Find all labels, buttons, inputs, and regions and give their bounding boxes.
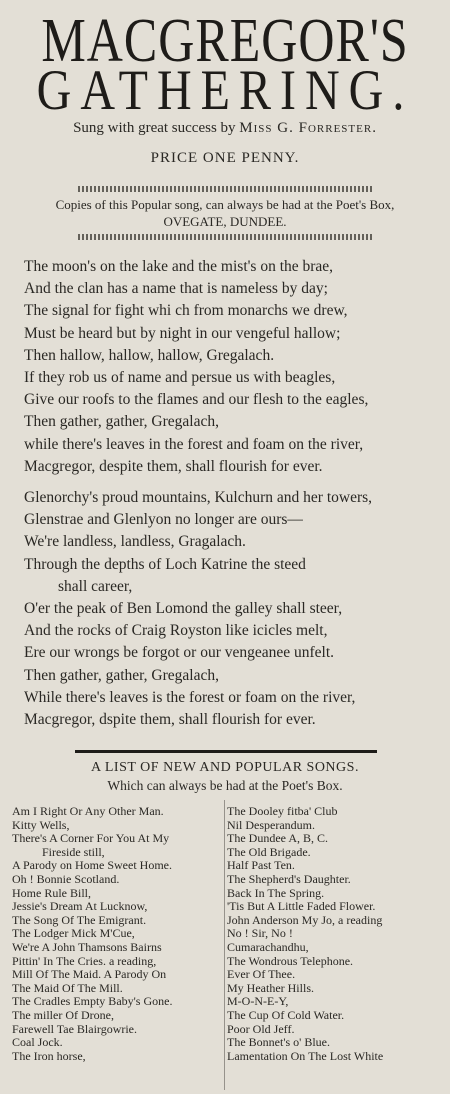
poem-line: while there's leaves in the forest and foam on the river, bbox=[24, 435, 364, 453]
ornament-rule-top bbox=[78, 186, 372, 192]
copies-notice bbox=[0, 196, 450, 230]
list-item: Half Past Ten. bbox=[227, 858, 295, 873]
poem-line: While there's leaves is the forest or foam on the river, bbox=[24, 688, 356, 706]
sung-prefix: Sung with great success by bbox=[73, 120, 236, 136]
poem-line: Give our roofs to the flames and our flesh to the eagles, bbox=[24, 391, 369, 409]
poem-line: And the rocks of Craig Royston like icicles melt, bbox=[24, 622, 328, 640]
list-item: The Wondrous Telephone. bbox=[227, 953, 354, 968]
copies-line: Copies of this Popular song, can always be had at the Poet's Box, bbox=[55, 197, 395, 212]
poem-line: Glenstrae and Glenlyon no longer are ours— bbox=[24, 511, 303, 529]
list-item: Jessie's Dream At Lucknow, bbox=[12, 899, 148, 914]
poem-line: Then gather, gather, Gregalach, bbox=[24, 666, 219, 684]
list-item: M-O-N-E-Y, bbox=[227, 994, 289, 1009]
list-item: The miller Of Drone, bbox=[12, 1007, 114, 1022]
poem-line: Macgregor, despite them, shall flourish for ever. bbox=[24, 457, 323, 475]
list-item: Coal Jock. bbox=[12, 1035, 63, 1050]
poem-line: The signal for fight whi ch from monarchs we drew, bbox=[24, 302, 348, 320]
list-item: Am I Right Or Any Other Man. bbox=[12, 804, 164, 818]
poem-line: Then hallow, hallow, hallow, Gregalach. bbox=[24, 346, 275, 364]
list-item: Pittin' In The Cries. a reading, bbox=[12, 953, 157, 968]
poem-line: Must be heard but by night in our vengeful hallow; bbox=[24, 324, 341, 342]
list-item: We're A John Thamsons Bairns bbox=[12, 939, 162, 954]
poem-line: Macgregor, dspite them, shall flourish for ever. bbox=[24, 710, 316, 728]
poem-line: shall career, bbox=[58, 577, 133, 595]
list-item: John Anderson My Jo, a reading bbox=[227, 912, 383, 927]
title-line-1: MACGREGOR'S bbox=[41, 4, 409, 75]
song-list-left-column bbox=[12, 805, 226, 1063]
list-item: Oh ! Bonnie Scotland. bbox=[12, 871, 120, 886]
song-list-right-column bbox=[227, 805, 447, 1063]
list-item: The Cup Of Cold Water. bbox=[227, 1007, 345, 1022]
list-item: Fireside still, bbox=[42, 844, 105, 859]
poem-line: Glenorchy's proud mountains, Kulchurn and her towers, bbox=[24, 489, 373, 506]
list-item: The Bonnet's o' Blue. bbox=[227, 1035, 330, 1050]
poem-line: Through the depths of Loch Katrine the steed bbox=[24, 555, 306, 573]
list-item: Mill Of The Maid. A Parody On bbox=[12, 967, 167, 982]
address-line: OVEGATE, DUNDEE. bbox=[163, 214, 287, 229]
list-item: Nil Desperandum. bbox=[227, 817, 315, 832]
list-item: The Maid Of The Mill. bbox=[12, 980, 123, 995]
poem-line: O'er the peak of Ben Lomond the galley shall steer, bbox=[24, 599, 343, 617]
singer-name: Miss G. Forrester. bbox=[239, 120, 377, 136]
title-line-2: GATHERING. bbox=[36, 58, 414, 123]
list-item: Home Rule Bill, bbox=[12, 885, 91, 900]
poem-stanza-2 bbox=[24, 487, 444, 731]
list-item: Lamentation On The Lost White bbox=[227, 1048, 384, 1063]
list-item: The Iron horse, bbox=[12, 1048, 86, 1063]
sung-by-line bbox=[0, 118, 450, 138]
song-list-subtitle: Which can always be had at the Poet's Box. bbox=[107, 778, 343, 793]
poem-line: Ere our wrongs be forgot or our vengeanee unfelt. bbox=[24, 644, 335, 662]
poem-line: And the clan has a name that is nameless by day; bbox=[24, 280, 328, 298]
poem-line: If they rob us of name and persue us with beagles, bbox=[24, 368, 336, 386]
poem-line: We're landless, landless, Gragalach. bbox=[24, 533, 246, 551]
list-item: The Cradles Empty Baby's Gone. bbox=[12, 994, 173, 1009]
list-item: Poor Old Jeff. bbox=[227, 1021, 295, 1036]
poem-line: The moon's on the lake and the mist's on the brae, bbox=[24, 258, 334, 275]
list-item: The Lodger Mick M'Cue, bbox=[12, 926, 135, 941]
list-item: My Heather Hills. bbox=[227, 980, 314, 995]
list-item: Back In The Spring. bbox=[227, 885, 325, 900]
song-list-title: A LIST OF NEW AND POPULAR SONGS. bbox=[91, 760, 359, 775]
list-item: There's A Corner For You At My bbox=[12, 831, 170, 846]
list-item: The Dooley fitba' Club bbox=[227, 804, 338, 818]
price-line: PRICE ONE PENNY. bbox=[150, 150, 300, 166]
list-item: Farewell Tae Blairgowrie. bbox=[12, 1021, 138, 1036]
poem-line: Then gather, gather, Gregalach, bbox=[24, 413, 219, 431]
list-item: The Shepherd's Daughter. bbox=[227, 871, 351, 886]
list-item: The Dundee A, B, C. bbox=[227, 831, 328, 846]
section-divider bbox=[75, 750, 377, 753]
ornament-rule-bottom bbox=[78, 234, 372, 240]
list-item: Kitty Wells, bbox=[12, 817, 70, 832]
list-item: Cumarachandhu, bbox=[227, 939, 309, 954]
list-item: The Old Brigade. bbox=[227, 844, 311, 859]
list-item: Ever Of Thee. bbox=[227, 967, 296, 982]
list-item: 'Tis But A Little Faded Flower. bbox=[227, 899, 376, 914]
poem-stanza-1 bbox=[24, 256, 444, 478]
list-item: The Song Of The Emigrant. bbox=[12, 912, 147, 927]
list-item: A Parody on Home Sweet Home. bbox=[12, 858, 172, 873]
list-item: No ! Sir, No ! bbox=[227, 926, 293, 941]
